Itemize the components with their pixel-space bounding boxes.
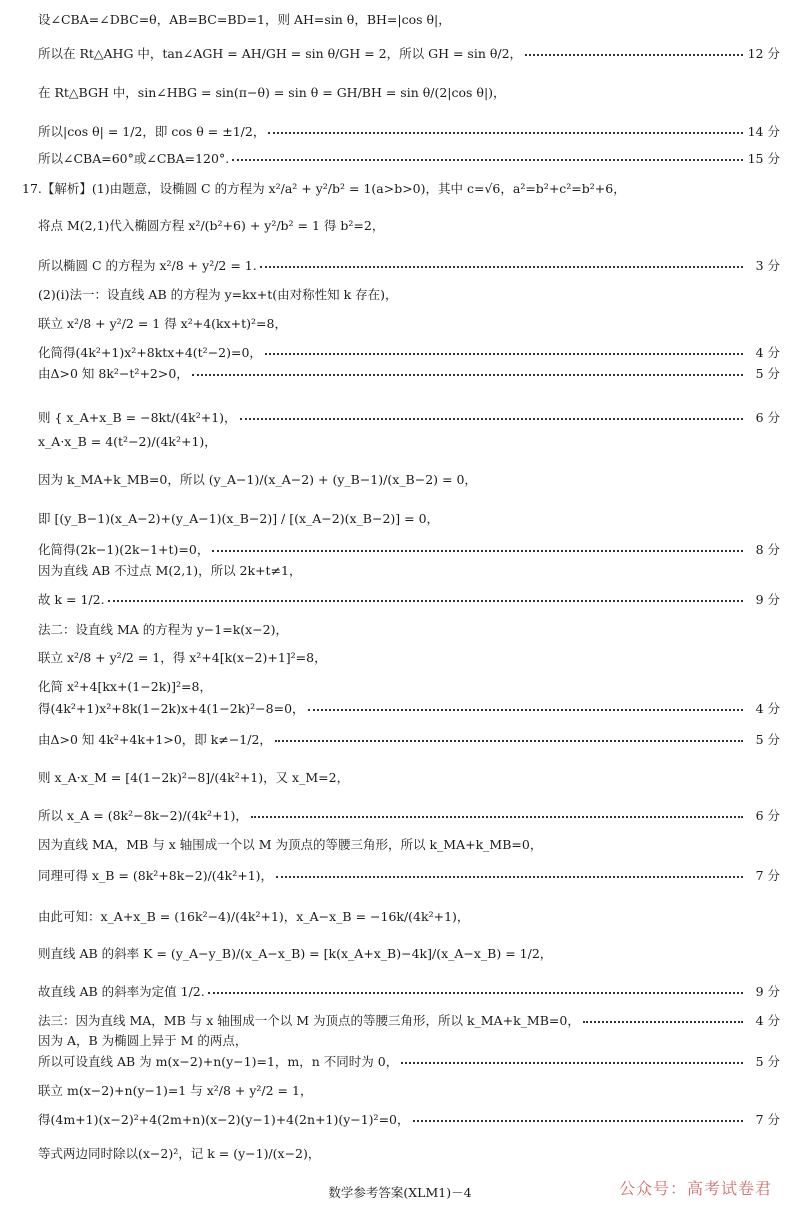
score-mark: 3 分 [755,258,780,273]
watermark: 公众号：高考试卷君 [618,1179,772,1198]
page-footer: 数学参考答案(XLM1)－4 [328,1185,472,1200]
solution-line: 因为直线 MA，MB 与 x 轴围成一个以 M 为顶点的等腰三角形，所以 k_MA+k_MB=0， [38,837,543,852]
score-mark: 8 分 [755,542,780,557]
dot-leader [583,1021,743,1023]
dot-leader [276,876,743,878]
solution-line: 联立 x²/8 + y²/2 = 1 得 x²+4(kx+t)²=8， [38,316,287,331]
dot-leader [232,159,743,161]
score-mark: 7 分 [755,868,780,883]
score-mark: 12 分 [747,46,780,61]
score-mark: 7 分 [755,1112,780,1127]
solution-line: 在 Rt△BGH 中，sin∠HBG = sin(π−θ) = sin θ = GH/BH = sin θ/(2|cos θ|)， [38,85,506,100]
dot-leader [251,816,743,818]
solution-line: 即 [(y_B−1)(x_A−2)+(y_A−1)(x_B−2)] / [(x_A−2)(x_B−2)] = 0， [38,511,440,526]
solution-line: (2)(ⅰ)法一：设直线 AB 的方程为 y=kx+t(由对称性知 k 存在)， [38,287,398,302]
solution-line: 所以可设直线 AB 为 m(x−2)+n(y−1)=1，m，n 不同时为 0， 5 分 [38,1054,780,1069]
solution-line: 化简得(4k²+1)x²+8ktx+4(t²−2)=0， 4 分 [38,345,780,360]
solution-line: 得(4k²+1)x²+8k(1−2k)x+4(1−2k)²−8=0， 4 分 [38,701,780,716]
dot-leader [525,54,743,56]
score-mark: 14 分 [747,124,780,139]
score-mark: 4 分 [755,701,780,716]
solution-line: 由此可知：x_A+x_B = (16k²−4)/(4k²+1)，x_A−x_B = −16k/(4k²+1)， [38,909,470,924]
solution-line: 因为直线 AB 不过点 M(2,1)，所以 2k+t≠1， [38,563,302,578]
solution-line: 因为 k_MA+k_MB=0，所以 (y_A−1)/(x_A−2) + (y_B−1)/(x_B−2) = 0， [38,472,477,487]
dot-leader [401,1062,743,1064]
score-mark: 9 分 [755,592,780,607]
score-mark: 15 分 [747,151,780,166]
score-mark: 5 分 [755,366,780,381]
solution-line: 因为 A，B 为椭圆上异于 M 的两点， [38,1033,248,1048]
solution-line: x_A·x_B = 4(t²−2)/(4k²+1)， [38,434,217,449]
solution-line: 故 k = 1/2. 9 分 [38,592,780,607]
score-mark: 6 分 [755,808,780,823]
score-mark: 5 分 [755,1054,780,1069]
dot-leader [192,374,743,376]
method-2-heading: 法二：设直线 MA 的方程为 y−1=k(x−2)， [38,622,289,637]
solution-line: 得(4m+1)(x−2)²+4(2m+n)(x−2)(y−1)+4(2n+1)(y−1)²=0， 7 分 [38,1112,780,1127]
solution-line: 则 x_A·x_M = [4(1−2k)²−8]/(4k²+1)，又 x_M=2， [38,770,350,785]
solution-line: 由Δ>0 知 8k²−t²+2>0， 5 分 [38,366,780,381]
solution-line: 设∠CBA=∠DBC=θ，AB=BC=BD=1，则 AH=sin θ，BH=|cos θ|， [38,12,451,27]
solution-line: 将点 M(2,1)代入椭圆方程 x²/(b²+6) + y²/b² = 1 得 b²=2， [38,218,385,233]
method-3-heading: 法三：因为直线 MA，MB 与 x 轴围成一个以 M 为顶点的等腰三角形，所以 k_MA+k_MB=0， 4 分 [38,1013,780,1028]
solution-line: 联立 x²/8 + y²/2 = 1，得 x²+4[k(x−2)+1]²=8， [38,650,327,665]
dot-leader [308,709,743,711]
dot-leader [275,740,743,742]
solution-line: 化简 x²+4[kx+(1−2k)]²=8， [38,679,212,694]
dot-leader [260,266,743,268]
dot-leader [265,353,743,355]
dot-leader [212,550,743,552]
solution-line: 联立 m(x−2)+n(y−1)=1 与 x²/8 + y²/2 = 1， [38,1083,313,1098]
score-mark: 5 分 [755,732,780,747]
score-mark: 6 分 [755,410,780,425]
solution-line: 所以 x_A = (8k²−8k−2)/(4k²+1)， 6 分 [38,808,780,823]
solution-line: 则 { x_A+x_B = −8kt/(4k²+1)， 6 分 [38,410,780,425]
solution-line: 所以∠CBA=60°或∠CBA=120°. 15 分 [38,151,780,166]
solution-line: 则直线 AB 的斜率 K = (y_A−y_B)/(x_A−x_B) = [k(x_A+x_B)−4k]/(x_A−x_B) = 1/2， [38,946,553,961]
solution-line: 等式两边同时除以(x−2)²，记 k = (y−1)/(x−2)， [38,1146,321,1161]
solution-line: 由Δ>0 知 4k²+4k+1>0，即 k≠−1/2， 5 分 [38,732,780,747]
score-mark: 4 分 [755,345,780,360]
dot-leader [413,1120,744,1122]
solution-line: 所以椭圆 C 的方程为 x²/8 + y²/2 = 1. 3 分 [38,258,780,273]
dot-leader [268,132,743,134]
score-mark: 9 分 [755,984,780,999]
dot-leader [240,418,743,420]
question-17-heading: 17.【解析】(1)由题意，设椭圆 C 的方程为 x²/a² + y²/b² = 1(a>b>0)，其中 c=√6，a²=b²+c²=b²+6， [22,181,626,196]
score-mark: 4 分 [755,1013,780,1028]
solution-line: 所以在 Rt△AHG 中，tan∠AGH = AH/GH = sin θ/GH = 2，所以 GH = sin θ/2， 12 分 [38,46,780,61]
solution-line: 同理可得 x_B = (8k²+8k−2)/(4k²+1)， 7 分 [38,868,780,883]
dot-leader [208,992,743,994]
solution-line: 所以|cos θ| = 1/2，即 cos θ = ±1/2， 14 分 [38,124,780,139]
solution-line: 化简得(2k−1)(2k−1+t)=0， 8 分 [38,542,780,557]
solution-line: 故直线 AB 的斜率为定值 1/2. 9 分 [38,984,780,999]
dot-leader [108,600,743,602]
